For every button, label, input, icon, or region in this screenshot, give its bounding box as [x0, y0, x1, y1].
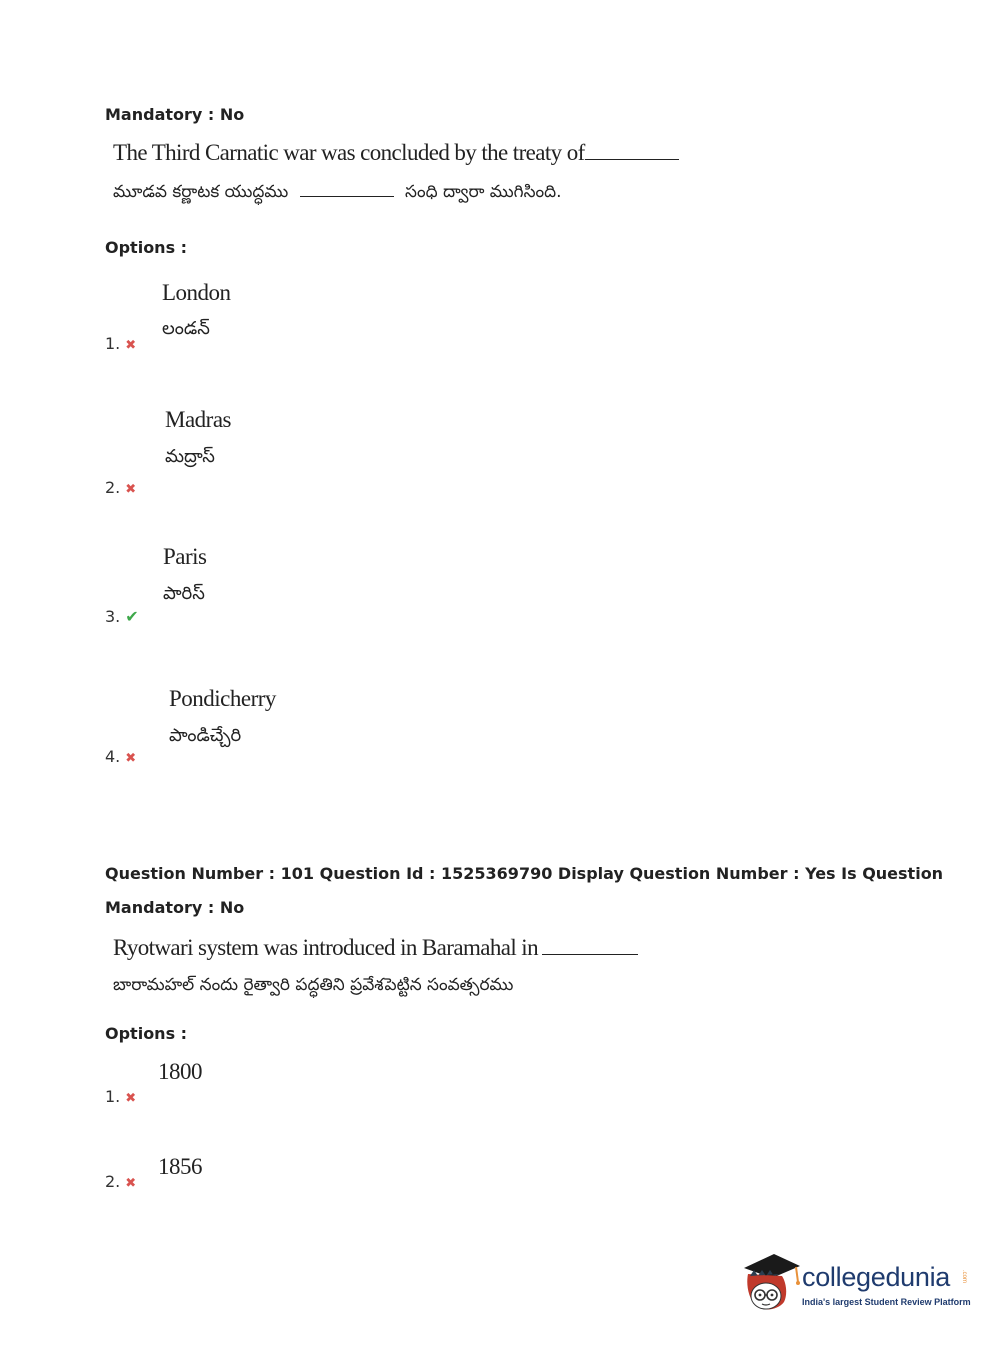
option-3-number: [105, 607, 139, 626]
answer-blank: [542, 953, 638, 955]
cross-icon: ✖: [125, 482, 137, 497]
option-number-label: 3.: [105, 607, 121, 626]
mandatory-label: Mandatory : No: [105, 105, 245, 124]
option-number-label: 2.: [105, 478, 121, 497]
option-4-english: Pondicherry: [169, 686, 276, 711]
logo-tagline: India's largest Student Review Platform: [802, 1297, 971, 1307]
option-1-number: [105, 1087, 136, 1106]
cross-icon: ✖: [125, 338, 137, 353]
option-1-telugu: లండన్: [162, 318, 210, 339]
option-3-english: Paris: [163, 544, 207, 569]
option-2-telugu: మద్రాస్: [165, 446, 215, 467]
cross-icon: ✖: [125, 1176, 137, 1191]
options-label: Options :: [105, 238, 188, 257]
option-2-number: [105, 478, 136, 497]
option-1-english: London: [162, 280, 231, 305]
option-number-label: 1.: [105, 1087, 121, 1106]
question-header: Question Number : 101 Question Id : 1525369790 Display Question Number : Yes Is Question: [105, 864, 944, 883]
option-2-english: 1856: [158, 1154, 202, 1179]
option-number-label: 4.: [105, 747, 121, 766]
question-text-telugu-before: మూడవ కర్ణాటక యుద్ధము: [113, 182, 289, 202]
question-text-telugu: బారామహల్ నందు రైత్వారి పద్ధతిని ప్రవేశపెట్టిన సంవత్సరము: [113, 975, 514, 995]
option-3-telugu: పారిస్: [163, 583, 205, 604]
answer-blank: [585, 158, 679, 160]
mascot-icon: [740, 1248, 802, 1318]
question-text-english-label: The Third Carnatic war was concluded by the treaty of: [113, 140, 585, 165]
option-1-english: 1800: [158, 1059, 202, 1084]
question-text-english-label: Ryotwari system was introduced in Baramahal in: [113, 935, 538, 960]
answer-blank: [300, 195, 394, 197]
question-text-telugu-after: సంధి ద్వారా ముగిసింది.: [405, 182, 562, 202]
collegedunia-logo: [740, 1248, 970, 1318]
cross-icon: ✖: [125, 1091, 137, 1106]
option-2-english: Madras: [165, 407, 231, 432]
mandatory-label: Mandatory : No: [105, 898, 245, 917]
logo-suffix: .com: [961, 1270, 967, 1284]
option-2-number: [105, 1172, 136, 1191]
cross-icon: ✖: [125, 751, 137, 766]
option-4-telugu: పాండిచ్చేరి: [169, 725, 242, 746]
question-text-english: [113, 935, 638, 961]
option-number-label: 2.: [105, 1172, 121, 1191]
question-text-telugu: [113, 182, 562, 206]
question-text-english: [113, 140, 679, 166]
options-label: Options :: [105, 1024, 188, 1043]
logo-name: collegedunia: [802, 1262, 951, 1292]
option-number-label: 1.: [105, 334, 121, 353]
check-icon: ✔: [125, 607, 139, 626]
option-1-number: [105, 334, 136, 353]
option-4-number: [105, 747, 136, 766]
